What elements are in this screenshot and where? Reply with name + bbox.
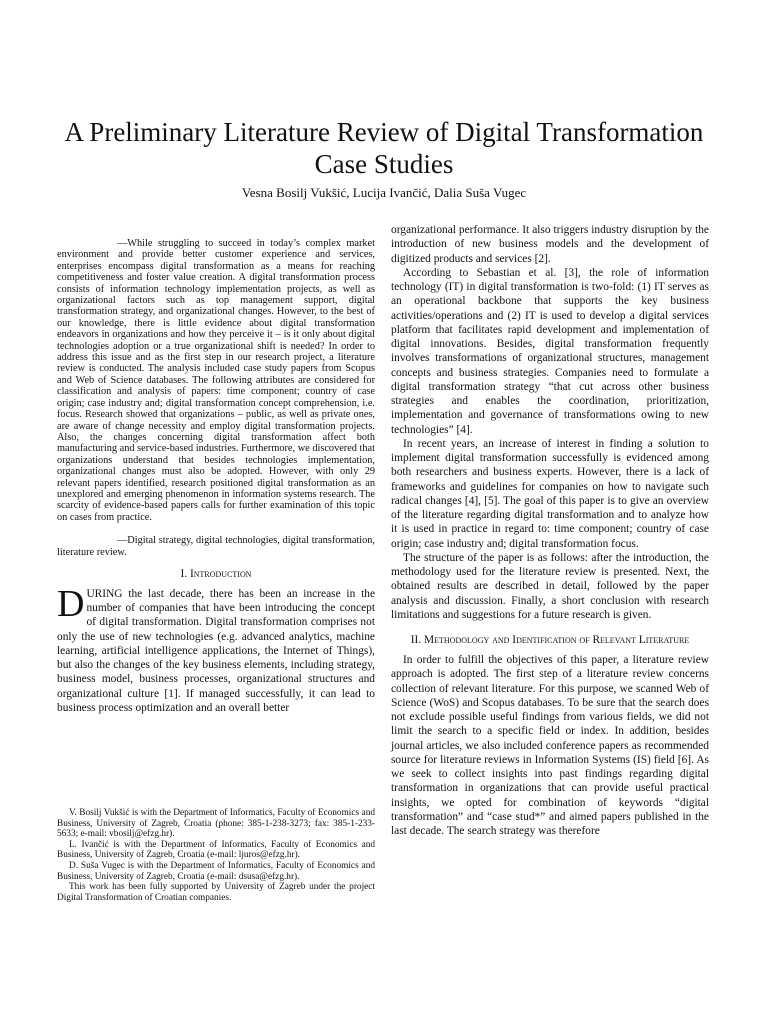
index-terms: —Digital strategy, digital technologies, digital transformation, literature review. <box>57 535 375 558</box>
paragraph-structure: The structure of the paper is as follows: after the introduction, the methodology used for the literature review is presented. Next, the obtained results are described in detail, followed by the paper analysis and discussion. Finally, a short conclusion with research limitations and suggestions for a future research is given. <box>391 551 709 621</box>
authors: Vesna Bosilj Vukšić, Lucija Ivančić, Dalia Suša Vugec <box>241 185 527 200</box>
drop-cap: D <box>57 582 85 625</box>
section-heading-methodology: II. Methodology and Identification of Relevant Literature <box>410 634 690 646</box>
footnote-1: V. Bosilj Vukšić is with the Department of Informatics, Faculty of Economics and Business, University of Zagreb, Croatia (phone: 385-1-238-3273; fax: 385-1-233-5633; e-mail: vbosilj@efzg.hr). <box>57 808 375 840</box>
left-column <box>57 238 375 715</box>
introduction-paragraph <box>57 582 375 715</box>
footnote-2: L. Ivančić is with the Department of Informatics, Faculty of Economics and Business, University of Zagreb, Croatia (e-mail: ljuros@efzg.hr). <box>57 839 375 861</box>
footnotes <box>57 808 375 903</box>
introduction-text: URING the last decade, there has been an increase in the number of companies that have been introducing the concept of digital transformation. Digital transformation comprises not only the use of new technologies (e.g. advanced analytics, machine learning, artificial intelligence applications, the Internet of Things), but also the changes of the key business elements, including strategy, business model, business processes, organizational structures and organizational culture [1]. If managed successfully, it can lead to business process optimization and an overall better <box>57 587 375 714</box>
paragraph-continuation: organizational performance. It also triggers industry disruption by the introduction of new business models and the development of digitized products and services [2]. <box>391 224 709 265</box>
abstract: —While struggling to succeed in today’s complex market environment and provide better customer experience and services, enterprises encompass digital transformation as a means for reaching competitiveness and foster value creation. A digital transformation process consists of information technology implementation projects, as well as organizational factors such as top management support, digital transformation strategy, and organizational changes. However, to the best of our knowledge, there is little evidence about digital transformation endeavors in organizations and how they perceive it – is it only about digital technologies adoption or a true organizational shift is needed? In order to address this issue and as the first step in our research project, a literature review is conducted. The analysis included case study papers from Scopus and Web of Science databases. The following attributes are considered for classification and analysis of papers: time component; country of case origin; case industry and; digital transformation concept comprehension, i.e. focus. Research showed that organizations – public, as well as private ones, are aware of change necessity and employ digital transformation projects. Also, the changes concerning digital transformation affect both manufacturing and service-based industries. Furthermore, we discovered that organizations understand that besides technologies implementation, organizational changes must also be adopted. However, with only 29 relevant papers identified, research positioned digital transformation as an unexplored and emerging phenomenon in information systems research. The scarcity of evidence-based papers calls for further examination of this topic on cases from practice. <box>57 238 375 523</box>
footnote-4: This work has been fully supported by University of Zagreb under the project Digital Transformation of Croatian companies. <box>57 882 375 903</box>
section-heading-introduction: I. Introduction <box>180 567 252 580</box>
paragraph-methodology: In order to fulfill the objectives of this paper, a literature review approach is adopted. The first step of a literature review concerns collection of relevant literature. For this purpose, we scanned Web of Science (WoS) and Scopus databases. To be sure that the search does not exclude possible useful findings from various fields, we did not limit the search to a specific field or index. In addition, besides journal articles, we also included conference papers as recommended source for literature reviews in Information Systems (IS) field [6]. As we seek to collect insights into past findings regarding digital transformation in organizations that can provide useful practical insights, we opted for combination of keywords “digital transformation” and “case stud*” and aimed papers published in the last decade. The search strategy was therefore <box>391 654 709 837</box>
paper-title: A Preliminary Literature Review of Digital Transformation Case Studies <box>64 117 704 179</box>
paragraph-recent-years: In recent years, an increase of interest in finding a solution to implement digital transformation successfully is evidenced among both researchers and business experts. However, there is a lack of frameworks and guidelines for companies on how to navigate such radical changes [4], [5]. The goal of this paper is to give an overview of the literature regarding digital transformation and to analyze how it is used in practice in regard to: time component; country of case origin; case industry and; digital transformation focus. <box>391 437 709 550</box>
footnote-3: D. Suša Vugec is with the Department of Informatics, Faculty of Economics and Business, University of Zagreb, Croatia (e-mail: dsusa@efzg.hr). <box>57 860 375 882</box>
paragraph-it-role: According to Sebastian et al. [3], the role of information technology (IT) in digital transformation is two-fold: (1) IT serves as an operational backbone that supports the key business activities/operations and (2) IT is used to develop a digital services platform that facilitates rapid development and implementation of digital innovations. Besides, digital transformation frequently involves transformations of organizational structures, management concepts and business strategies. Companies need to formulate a digital transformation strategy “that cut across other business strategies and enables the coordination, prioritization, implementation and governance of transformations owing to new technologies” [4]. <box>391 266 709 436</box>
right-column <box>391 223 709 838</box>
